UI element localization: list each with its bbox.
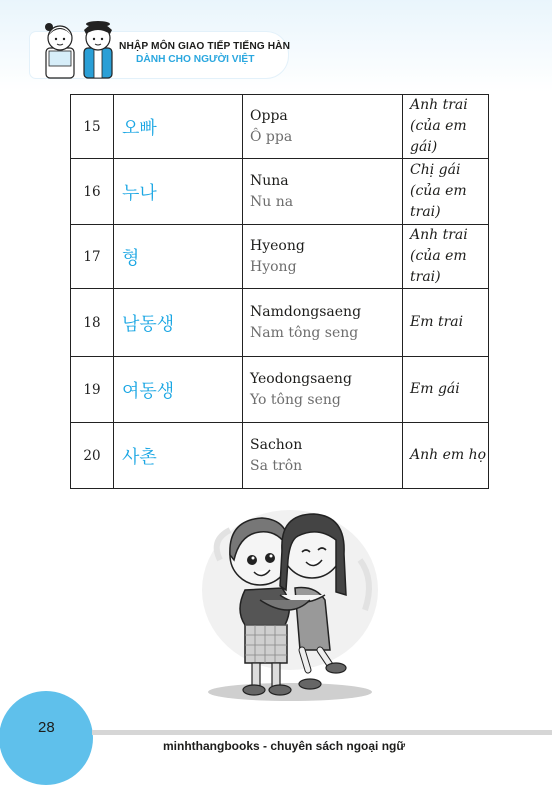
pronunciation-text: Ô ppa [250, 128, 293, 145]
pronunciation-text: Nam tông seng [250, 324, 359, 341]
pronunciation-text: Sa trôn [250, 457, 303, 474]
romanization-cell [243, 357, 403, 423]
korean-word: 남동생 [114, 289, 243, 357]
meaning-cell [403, 289, 489, 357]
romanized-text: Hyeong [250, 237, 305, 254]
pronunciation-text: Yo tông seng [250, 391, 341, 408]
romanization-cell [243, 159, 403, 225]
meaning-text: Anh trai [410, 97, 468, 113]
table-row [71, 159, 489, 225]
hugging-children-illustration [190, 500, 385, 705]
korean-word: 형 [114, 225, 243, 289]
header-title: NHẬP MÔN GIAO TIẾP TIẾNG HÀN [119, 41, 291, 52]
publisher-text: minhthangbooks - chuyên sách ngoại ngữ [163, 739, 406, 753]
meaning-text: Chị gái [410, 162, 461, 178]
vocabulary-table [70, 94, 489, 489]
meaning-text: Anh trai [410, 227, 468, 243]
page-number: 28 [38, 719, 55, 736]
meaning-note: (của em gái) [410, 118, 467, 155]
romanization-cell [243, 289, 403, 357]
romanization-cell [243, 225, 403, 289]
meaning-cell [403, 159, 489, 225]
meaning-text: Em gái [410, 381, 460, 397]
romanized-text: Namdongsaeng [250, 303, 362, 320]
korean-word: 오빠 [114, 95, 243, 159]
pronunciation-text: Nu na [250, 193, 294, 210]
korean-word: 여동생 [114, 357, 243, 423]
row-number: 18 [71, 289, 114, 357]
row-number: 17 [71, 225, 114, 289]
row-number: 16 [71, 159, 114, 225]
meaning-cell [403, 225, 489, 289]
row-number: 15 [71, 95, 114, 159]
meaning-cell [403, 357, 489, 423]
table-row [71, 423, 489, 489]
korean-word: 누나 [114, 159, 243, 225]
footer-rule [92, 730, 552, 735]
korean-couple-mascot-icon [40, 18, 118, 80]
row-number: 19 [71, 357, 114, 423]
meaning-note: (của em trai) [410, 183, 467, 220]
table-row [71, 95, 489, 159]
meaning-cell [403, 423, 489, 489]
korean-word: 사촌 [114, 423, 243, 489]
romanized-text: Oppa [250, 107, 288, 124]
meaning-note: (của em trai) [410, 248, 467, 285]
romanized-text: Sachon [250, 436, 303, 453]
page-number-circle [0, 691, 93, 785]
romanized-text: Yeodongsaeng [250, 370, 352, 387]
table-row [71, 225, 489, 289]
table-row [71, 289, 489, 357]
romanization-cell [243, 95, 403, 159]
meaning-text: Anh em họ [410, 447, 487, 463]
meaning-text: Em trai [410, 314, 464, 330]
row-number: 20 [71, 423, 114, 489]
table-row [71, 357, 489, 423]
pronunciation-text: Hyong [250, 258, 297, 275]
romanization-cell [243, 423, 403, 489]
romanized-text: Nuna [250, 172, 289, 189]
meaning-cell [403, 95, 489, 159]
header-subtitle: DÀNH CHO NGƯỜI VIỆT [136, 54, 255, 65]
